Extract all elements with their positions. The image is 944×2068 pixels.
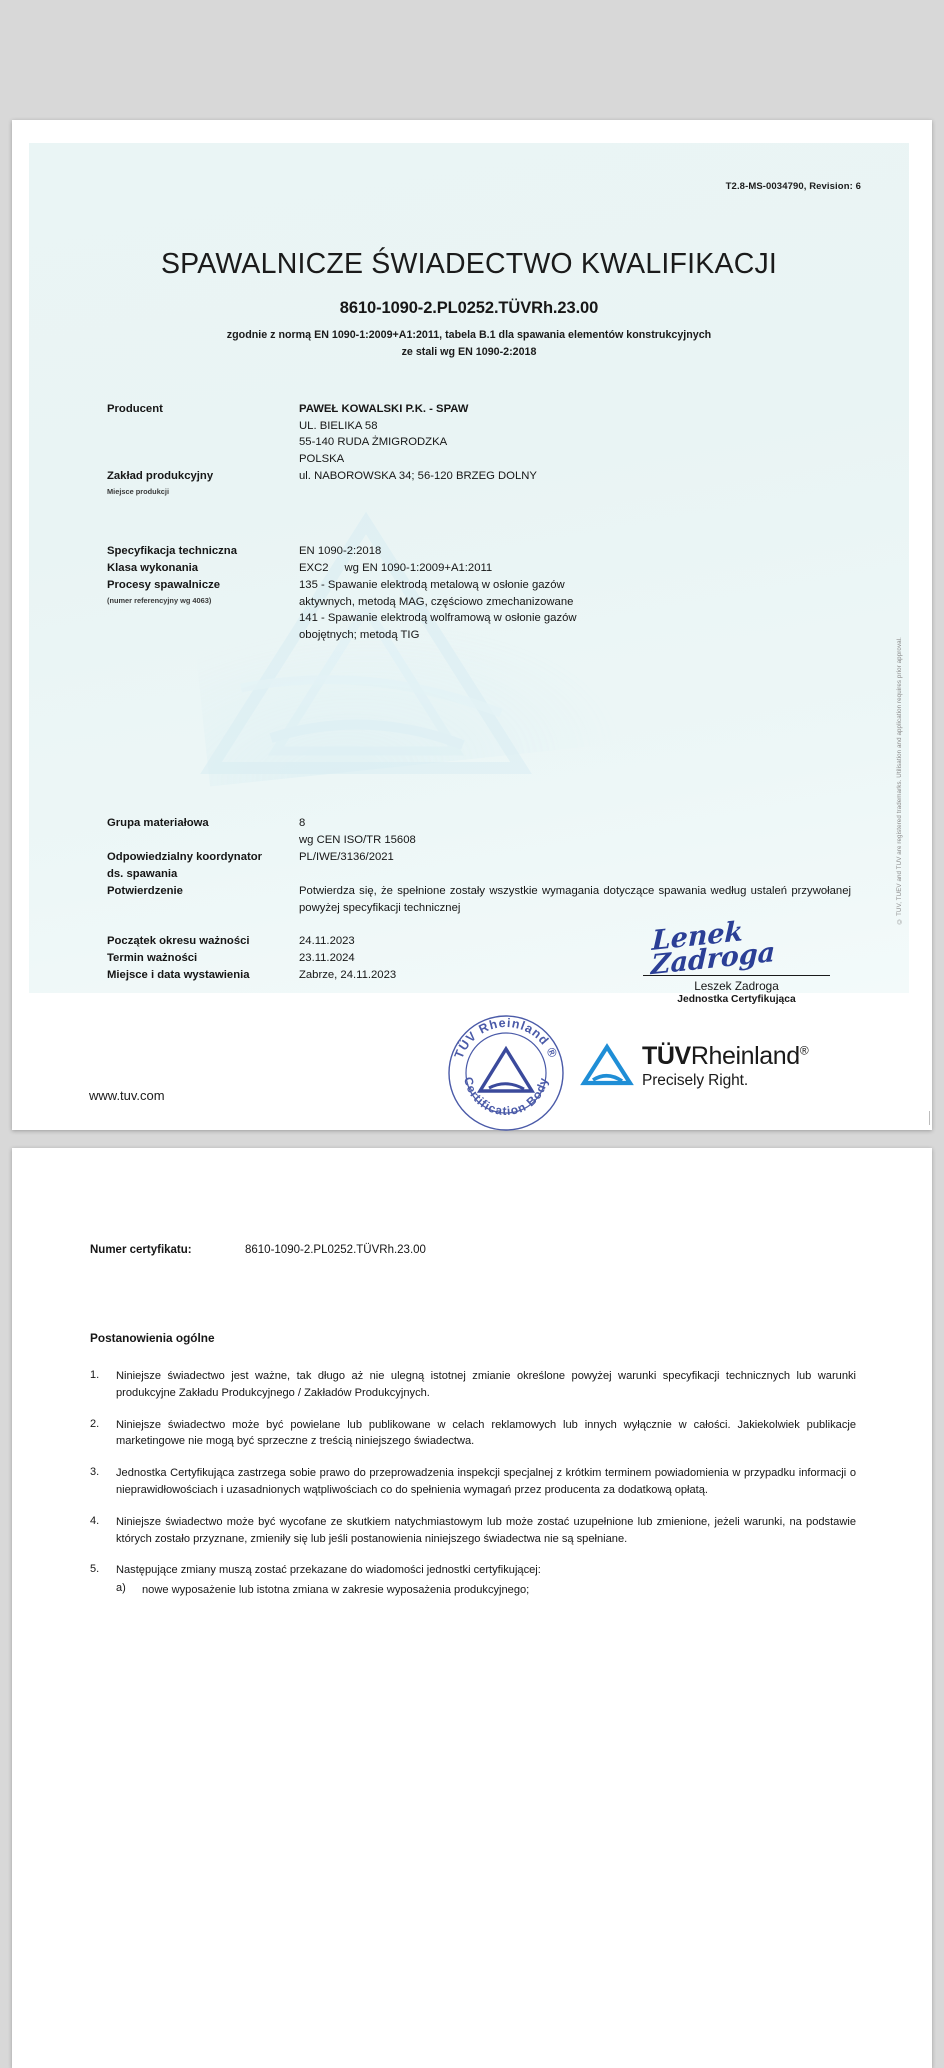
tuv-bold-part: TÜV [642,1041,691,1070]
page-edge-tick [929,1111,930,1125]
document-revision-code: T2.8-MS-0034790, Revision: 6 [725,181,861,192]
value-grupa-materialowa [299,815,867,848]
sub-list-item-number: a) [116,1582,126,1595]
list-item [90,1562,856,1599]
field-row-procesy-spawalnicze [107,577,867,644]
list-item-sublist [116,1582,856,1599]
list-item [90,1368,856,1402]
producent-name: PAWEŁ KOWALSKI P.K. - SPAW [299,403,469,415]
label-miejsce-data: Miejsce i data wystawienia [107,969,250,981]
label-zaklad-produkcyjny [107,468,299,497]
field-row-numer-certyfikatu [90,1244,426,1256]
label-poczatek-waznosci: Początek okresu ważności [107,935,250,947]
label-producent: Producent [107,403,163,415]
klasa-reference: wg EN 1090-1:2009+A1:2011 [344,562,493,574]
grupa-value: 8 [299,817,306,829]
label-specyfikacja: Specyfikacja techniczna [107,545,237,557]
field-row-specyfikacja [107,543,867,560]
label-koordynator [107,849,299,882]
list-item-number: 5. [90,1563,100,1576]
general-provisions-heading: Postanowienia ogólne [90,1331,215,1345]
value-zaklad-produkcyjny: ul. NABOROWSKA 34; 56-120 BRZEG DOLNY [299,470,537,482]
producent-country: POLSKA [299,453,345,466]
standard-line-2: ze stali wg EN 1090-2:2018 [401,346,537,358]
certificate-title: SPAWALNICZE ŚWIADECTWO KWALIFIKACJI [160,248,778,280]
label-procesy-main: Procesy spawalnicze [107,579,221,591]
handwritten-signature: Lenek Zadroga [650,916,776,982]
list-item-text: Niniejsze świadectwo jest ważne, tak długo aż nie ulegną istotnej zmianie określone powyżej warunki specyfikacji technicznych lub warunki produkcyjne Zakładu Produkcyjnego / Zakładów Produkcyjnych. [116,1370,856,1399]
producent-city: 55-140 RUDA ŻMIGRODZKA [299,436,448,449]
certificate-page-1 [12,120,932,1130]
registered-mark-icon: ® [799,1043,809,1058]
list-item-body [116,1465,856,1499]
svg-text:Certification Body: Certification Body [461,1075,551,1119]
list-item-text: Niniejsze świadectwo może być powielane lub publikowane w celach reklamowych lub innych wyłącznie w całości. Jakiekolwiek publikacje marketingowe nie mogą być sprzeczne z treścią niniejszego świadectwa. [116,1418,856,1448]
label-zaklad-main: Zakład produkcyjny [107,470,214,482]
value-potwierdzenie: Potwierdza się, że spełnione zostały wszystkie wymagania dotyczące spawania według ustaleń przywołanej powyżej specyfikacji technicznej [299,885,851,914]
signatory-role: Jednostka Certyfikująca [677,994,796,1005]
list-item-number: 4. [90,1514,100,1527]
sub-list-item-text: nowe wyposażenie lub istotna zmiana w zakresie wyposażenia produkcyjnego; [142,1584,530,1597]
certificate-page-2 [12,1148,932,2068]
tuv-wordmark [642,1041,809,1089]
list-item-text: Jednostka Certyfikująca zastrzega sobie prawo do przeprowadzenia inspekcji specjalnej z krótkim terminem powiadomienia w przypadku informacji o nieprawidłowościach i uzasadnionych wątpliwościach co do spełnienia wymagań przez producenta za dodatkową opłatą. [116,1467,856,1496]
certificate-number: 8610-1090-2.PL0252.TÜVRh.23.00 [339,299,599,317]
tuv-light-part: Rheinland [690,1041,800,1070]
label-potwierdzenie: Potwierdzenie [107,885,183,897]
list-item [90,1514,856,1548]
proces-line: 135 - Spawanie elektrodą metalową w osłonie gazów [299,579,565,591]
certificate-tinted-area [29,143,909,1119]
proces-line: aktywnych, metodą MAG, częściowo zmechanizowane [299,595,574,608]
certificate-standard-reference [139,327,799,361]
tuv-rheinland-logo [581,1043,808,1089]
label-zaklad-sub: Miejsce produkcji [107,486,170,496]
value-procesy-spawalnicze [299,577,867,644]
field-row-koordynator [107,849,867,882]
value-numer-certyfikatu: 8610-1090-2.PL0252.TÜVRh.23.00 [245,1244,426,1256]
list-item-body [116,1562,856,1599]
label-procesy-spawalnicze [107,577,299,606]
list-item [90,1417,856,1451]
list-item-body [116,1368,856,1402]
value-producent [299,401,867,468]
list-item-number: 1. [90,1369,100,1381]
proces-line: 141 - Spawanie elektrodą wolframową w osłonie gazów [299,612,577,625]
label-koordynator-line2: ds. spawania [107,867,178,880]
certification-body-stamp [444,1011,568,1135]
sub-list-item [116,1582,856,1599]
label-klasa-wykonania: Klasa wykonania [107,562,199,574]
value-koordynator: PL/IWE/3136/2021 [299,851,394,863]
field-row-grupa-materialowa [107,815,867,848]
value-klasa-wykonania [299,560,867,577]
trademark-notice-vertical: © TÜV, TUEV and TUV are registered trademarks. Utilisation and application requires prior approval. [896,637,903,925]
value-termin-waznosci: 23.11.2024 [299,952,355,964]
signatory-name: Leszek Zadroga [694,979,779,993]
field-row-zaklad-produkcyjny [107,468,867,497]
klasa-code: EXC2 [299,562,329,574]
list-item-body [116,1417,856,1451]
list-item-text: Następujące zmiany muszą zostać przekazane do wiadomości jednostki certyfikującej: [116,1564,541,1577]
field-row-klasa-wykonania [107,560,867,577]
label-procesy-sub: (numer referencyjny wg 4063) [107,595,212,605]
tuv-triangle-icon [581,1043,633,1089]
value-poczatek-waznosci: 24.11.2023 [299,935,355,947]
list-item-number: 3. [90,1466,100,1479]
field-row-producent [107,401,867,468]
proces-line: obojętnych; metodą TIG [299,629,420,642]
grupa-reference: wg CEN ISO/TR 15608 [299,833,416,846]
svg-text:TÜV Rheinland ®: TÜV Rheinland ® [451,1015,561,1061]
producent-street: UL. BIELIKA 58 [299,419,378,432]
field-row-potwierdzenie [107,883,867,916]
tuv-website-url[interactable]: www.tuv.com [89,1088,165,1103]
list-item-body [116,1514,856,1548]
label-termin-waznosci: Termin ważności [107,952,198,964]
tuv-brand-name [642,1041,809,1070]
value-specyfikacja: EN 1090-2:2018 [299,545,382,557]
tuv-slogan: Precisely Right. [642,1071,749,1089]
label-grupa-materialowa: Grupa materiałowa [107,817,209,829]
signature-block [629,916,844,1005]
list-item [90,1465,856,1499]
stamp-icon [444,1011,568,1135]
label-koordynator-line1: Odpowiedzialny koordynator [107,851,263,863]
standard-line-1: zgodnie z normą EN 1090-1:2009+A1:2011, tabela B.1 dla spawania elementów konstrukcyjnych [226,329,712,341]
list-item-number: 2. [90,1417,100,1430]
list-item-text: Niniejsze świadectwo może być wycofane ze skutkiem natychmiastowym lub może zostać uzupełnione lub zmienione, jeżeli warunki, na podstawie których zostało przyznane, zmieniły się lub jeśli postanowienia niniejszego świadectwa nie są spełniane. [116,1515,856,1545]
general-provisions-list [90,1368,856,1614]
label-numer-certyfikatu: Numer certyfikatu: [90,1244,192,1256]
value-miejsce-data: Zabrze, 24.11.2023 [299,969,397,981]
